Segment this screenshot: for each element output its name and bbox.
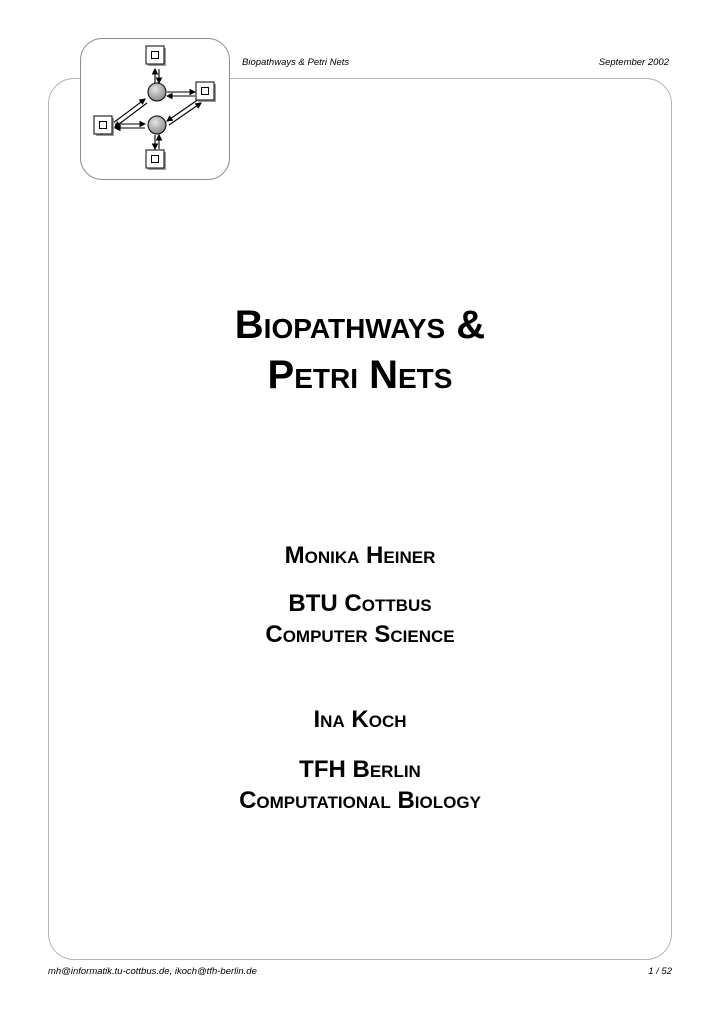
page-number: 1 / 52 <box>648 966 672 977</box>
author-2-affiliation <box>0 754 720 816</box>
footer-emails: mh@informatik.tu-cottbus.de, ikoch@tfh-berlin.de <box>48 966 257 977</box>
author-1-affiliation-line-1: BTU Cottbus <box>288 590 432 617</box>
author-1-affiliation <box>0 588 720 650</box>
title-line-2: Petri Nets <box>267 353 453 397</box>
author-1-name: Monika Heiner <box>284 542 436 569</box>
running-title: Biopathways & Petri Nets <box>242 57 350 68</box>
author-2-name: Ina Koch <box>313 706 407 733</box>
presentation-title <box>0 300 720 400</box>
slide-frame <box>48 78 672 960</box>
author-1-affiliation-line-2: Computer Science <box>265 621 455 648</box>
logo-box <box>80 38 230 180</box>
header-date: September 2002 <box>598 57 669 68</box>
title-line-1: Biopathways & <box>234 303 486 347</box>
petri-net-logo-icon <box>81 39 231 181</box>
author-2-affiliation-line-1: TFH Berlin <box>299 756 421 783</box>
author-2-affiliation-line-2: Computational Biology <box>239 787 481 814</box>
